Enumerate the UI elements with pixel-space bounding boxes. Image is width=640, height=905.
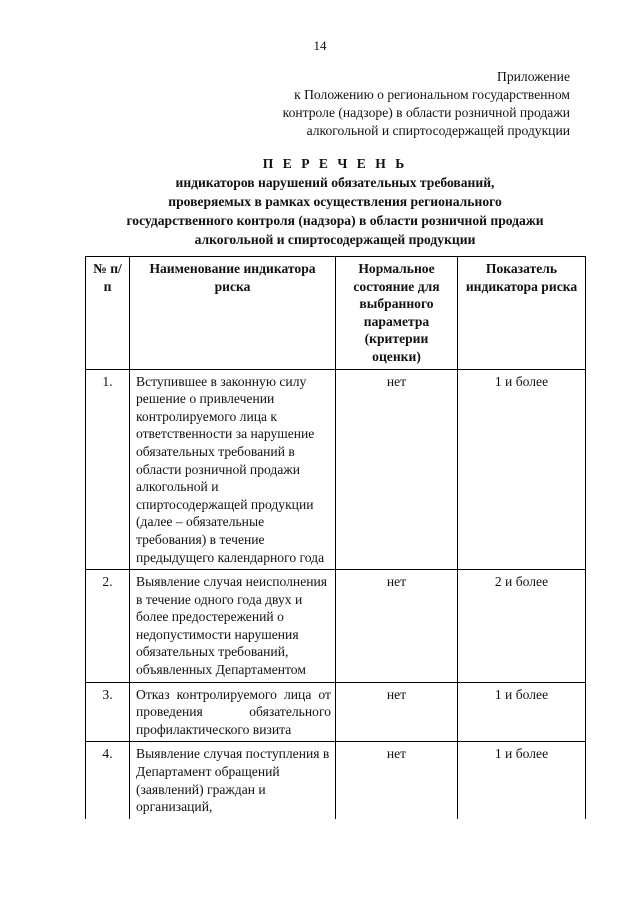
appendix-block (240, 68, 570, 140)
row-number: 1. (86, 369, 130, 570)
indicator-value: 1 и более (458, 682, 586, 742)
indicator-name: Выявление случая поступления в Департамент обращений (заявлений) граждан и организаций, (130, 742, 336, 819)
header-indicator-value: Показатель индикатора риска (458, 257, 586, 370)
appendix-line: алкогольной и спиртосодержащей продукции (306, 123, 570, 138)
document-title-line: проверяемых в рамках осуществления регионального (168, 194, 502, 209)
indicator-value: 2 и более (458, 570, 586, 683)
document-heading: П Е Р Е Ч Е Н Ь (262, 156, 408, 171)
appendix-line: контроле (надзоре) в области розничной продажи (282, 105, 570, 120)
header-indicator-name: Наименование индикатора риска (130, 257, 336, 370)
row-number: 4. (86, 742, 130, 819)
document-title-line: государственного контроля (надзора) в области розничной продажи (126, 213, 544, 228)
document-title-line: индикаторов нарушений обязательных требований, (175, 175, 495, 190)
header-number: № п/п (86, 257, 130, 370)
table-row (86, 682, 586, 742)
table-row (86, 369, 586, 570)
indicator-value: 1 и более (458, 742, 586, 819)
normal-state: нет (336, 742, 458, 819)
indicators-table (85, 256, 586, 819)
document-title-line: алкогольной и спиртосодержащей продукции (194, 232, 476, 247)
header-normal-state: Нормальное состояние для выбранного параметра (критерии оценки) (336, 257, 458, 370)
row-number: 2. (86, 570, 130, 683)
row-number: 3. (86, 682, 130, 742)
normal-state: нет (336, 682, 458, 742)
normal-state: нет (336, 369, 458, 570)
appendix-line: к Положению о региональном государственном (294, 87, 570, 102)
indicator-name: Выявление случая неисполнения в течение одного года двух и более предостережений о недопустимости нарушения обязательных требований, объявленных Департаментом (130, 570, 336, 683)
page-number: 14 (313, 38, 327, 53)
normal-state: нет (336, 570, 458, 683)
indicator-name: Вступившее в законную силу решение о привлечении контролируемого лица к ответственности за нарушение обязательных требований в области розничной продажи алкогольной и спиртосодержащей продукции (далее – обязательные требования) в течение предыдущего календарного года (130, 369, 336, 570)
appendix-title: Приложение (497, 69, 570, 84)
table-row (86, 570, 586, 683)
document-title (85, 154, 585, 249)
indicator-name: Отказ контролируемого лица от проведения обязательного профилактического визита (130, 682, 336, 742)
table-header-row (86, 257, 586, 370)
table-row (86, 742, 586, 819)
indicator-value: 1 и более (458, 369, 586, 570)
